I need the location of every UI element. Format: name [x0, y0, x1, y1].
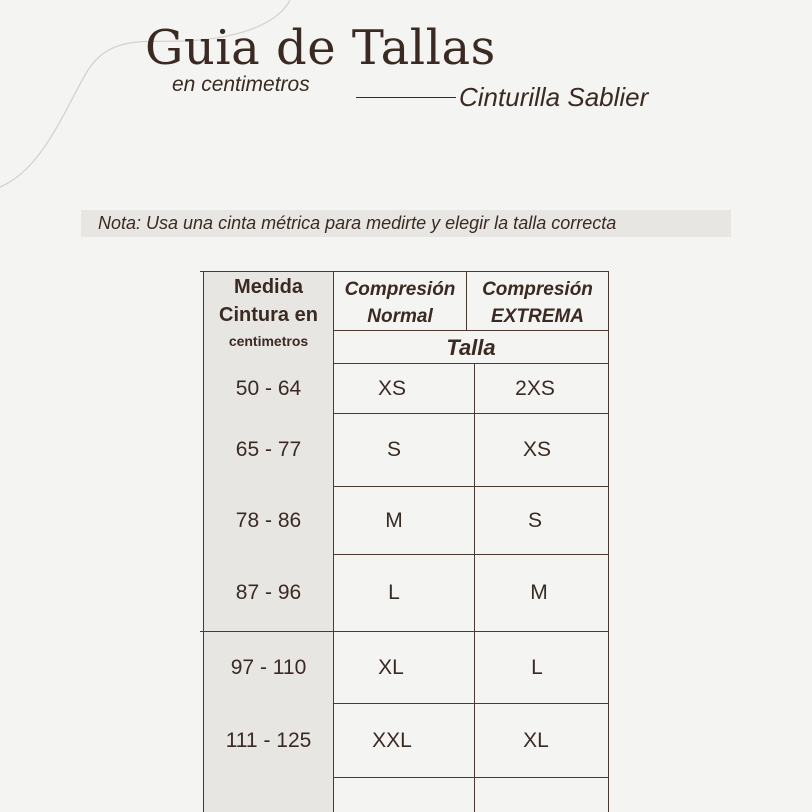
- col-header-normal: [334, 275, 466, 331]
- row-normal: XL: [378, 655, 404, 679]
- row-medida: 111 - 125: [225, 728, 312, 752]
- row-extrema: XL: [523, 728, 549, 752]
- product-name: Cinturilla Sablier: [459, 82, 649, 112]
- col-header-extrema-line1: Compresión: [482, 279, 593, 300]
- col-header-extrema-line2: EXTREMA: [491, 306, 584, 327]
- row-normal: S: [386, 438, 401, 461]
- row-normal: XXL: [372, 728, 412, 752]
- row-medida: 50 - 64: [235, 376, 302, 400]
- row-medida: 97 - 110: [230, 655, 307, 679]
- page-subtitle: en centimetros: [172, 73, 310, 96]
- col-header-normal-line2: Normal: [367, 306, 433, 327]
- row-normal: L: [388, 581, 400, 604]
- row-extrema: 2XS: [515, 376, 555, 400]
- col-header-units: centimetros: [228, 333, 309, 349]
- table-right-border: [608, 271, 609, 812]
- row-extrema: XS: [522, 438, 551, 461]
- sub-header-talla: Talla: [446, 334, 496, 360]
- row-medida: 78 - 86: [235, 508, 302, 532]
- row-normal: XS: [377, 376, 406, 400]
- col-header-normal-line1: Compresión: [344, 279, 456, 300]
- row-extrema: S: [527, 508, 542, 532]
- row-extrema: M: [530, 581, 548, 604]
- measurement-note: Nota: Usa una cinta métrica para medirte y elegir la talla correcta: [81, 210, 731, 237]
- col-header-extrema: [467, 275, 608, 331]
- row-medida: 87 - 96: [235, 581, 302, 604]
- row-extrema: L: [531, 655, 543, 679]
- page-title: Guia de Tallas: [145, 20, 496, 76]
- row-normal: M: [385, 508, 403, 532]
- table-row-divider: [333, 777, 609, 778]
- row-medida: 65 - 77: [235, 438, 302, 461]
- col-header-medida-line1: Medida: [234, 276, 303, 298]
- col-header-medida: [204, 272, 333, 330]
- col-header-medida-line2: Cintura en: [219, 304, 318, 326]
